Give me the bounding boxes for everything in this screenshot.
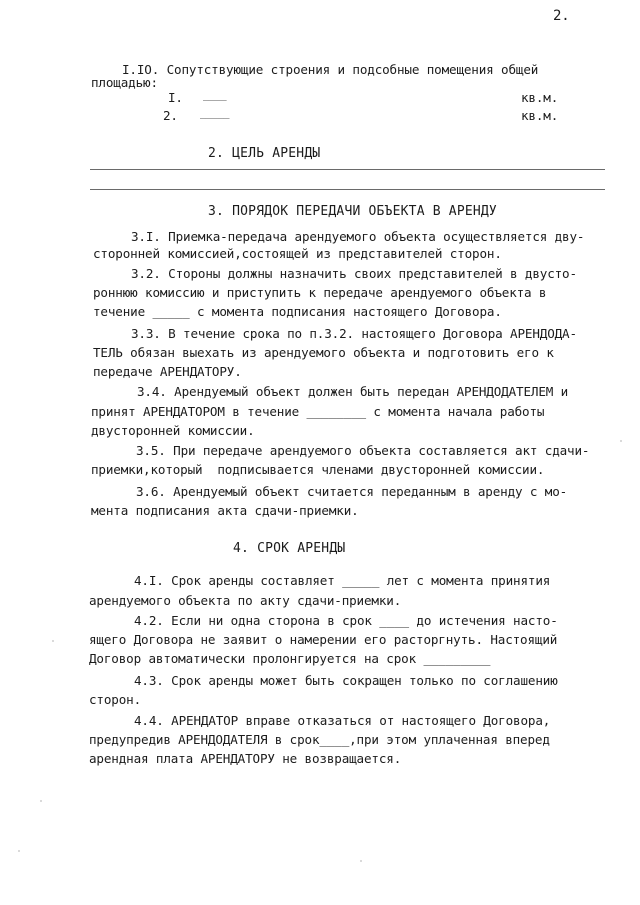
section-3-heading: 3. ПОРЯДОК ПЕРЕДАЧИ ОБЪЕКТА В АРЕНДУ: [208, 204, 497, 219]
section-2-heading: 2. ЦЕЛЬ АРЕНДЫ: [208, 146, 321, 161]
area-row-1-number: I.: [168, 90, 183, 105]
clause-3-4-line-2: принят АРЕНДАТОРОМ в течение ________ с момента начала работы: [91, 404, 545, 419]
scan-speck: [52, 640, 54, 642]
clause-4-1-line-2: арендуемого объекта по акту сдачи-приемки.: [89, 593, 402, 608]
clause-3-1-line-1: 3.I. Приемка-передача арендуемого объекта осуществляется дву-: [131, 229, 585, 244]
clause-3-6-line-1: 3.6. Арендуемый объект считается переданным в аренду с мо-: [136, 484, 568, 499]
clause-1-10-line-2: площадью:: [91, 75, 158, 90]
clause-4-2-line-3: Договор автоматически пролонгируется на срок _________: [89, 651, 491, 666]
scan-speck: [620, 440, 622, 442]
area-row-2-blank: _____: [200, 108, 230, 119]
clause-4-4-line-2: предупредив АРЕНДОДАТЕЛЯ в срок____,при этом уплаченная вперед: [89, 732, 550, 747]
clause-3-5-line-1: 3.5. При передаче арендуемого объекта составляется акт сдачи-: [136, 443, 590, 458]
area-row-2-number: 2.: [163, 108, 178, 123]
clause-4-2-line-2: ящего Договора не заявит о намерении его расторгнуть. Настоящий: [89, 632, 558, 647]
clause-4-2-line-1: 4.2. Если ни одна сторона в срок ____ до истечения насто-: [134, 613, 558, 628]
clause-4-3-line-1: 4.3. Срок аренды может быть сокращен только по соглашению: [134, 673, 558, 688]
clause-4-1-line-1: 4.I. Срок аренды составляет _____ лет с момента принятия: [134, 573, 551, 588]
clause-4-4-line-1: 4.4. АРЕНДАТОР вправе отказаться от настоящего Договора,: [134, 713, 551, 728]
area-row-2-unit: кв.м.: [521, 108, 559, 123]
clause-3-3-line-1: 3.3. В течение срока по п.3.2. настоящего Договора АРЕНДОДА-: [131, 326, 577, 341]
clause-3-4-line-1: 3.4. Арендуемый объект должен быть передан АРЕНДОДАТЕЛЕМ и: [137, 384, 569, 399]
section-4-heading: 4. СРОК АРЕНДЫ: [233, 541, 346, 556]
area-row-1-unit: кв.м.: [521, 90, 559, 105]
scan-speck: [40, 800, 42, 802]
scan-speck: [18, 850, 20, 852]
clause-3-1-line-2: сторонней комиссией,состоящей из представителей сторон.: [93, 246, 502, 261]
clause-1-10-line-1: I.IO. Сопутствующие строения и подсобные помещения общей: [122, 62, 539, 77]
clause-3-2-line-2: роннюю комиссию и приступить к передаче арендуемого объекта в: [93, 285, 547, 300]
blank-line-1: [90, 169, 605, 170]
clause-3-3-line-2: ТЕЛЬ обязан выехать из арендуемого объекта и подготовить его к: [93, 345, 554, 360]
blank-line-2: [90, 189, 605, 190]
clause-3-6-line-2: мента подписания акта сдачи-приемки.: [91, 503, 359, 518]
scan-speck: [360, 860, 362, 862]
clause-3-2-line-3: течение _____ с момента подписания настоящего Договора.: [93, 304, 502, 319]
clause-3-5-line-2: приемки,который подписывается членами двусторонней комиссии.: [91, 462, 545, 477]
clause-3-2-line-1: 3.2. Стороны должны назначить своих представителей в двусто-: [131, 266, 577, 281]
area-row-1-blank: ____: [203, 90, 227, 101]
clause-3-4-line-3: двусторонней комиссии.: [91, 423, 255, 438]
clause-4-4-line-3: арендная плата АРЕНДАТОРУ не возвращается.: [89, 751, 402, 766]
page-number: 2.: [553, 8, 570, 24]
clause-4-3-line-2: сторон.: [89, 692, 142, 707]
clause-3-3-line-3: передаче АРЕНДАТОРУ.: [93, 364, 242, 379]
